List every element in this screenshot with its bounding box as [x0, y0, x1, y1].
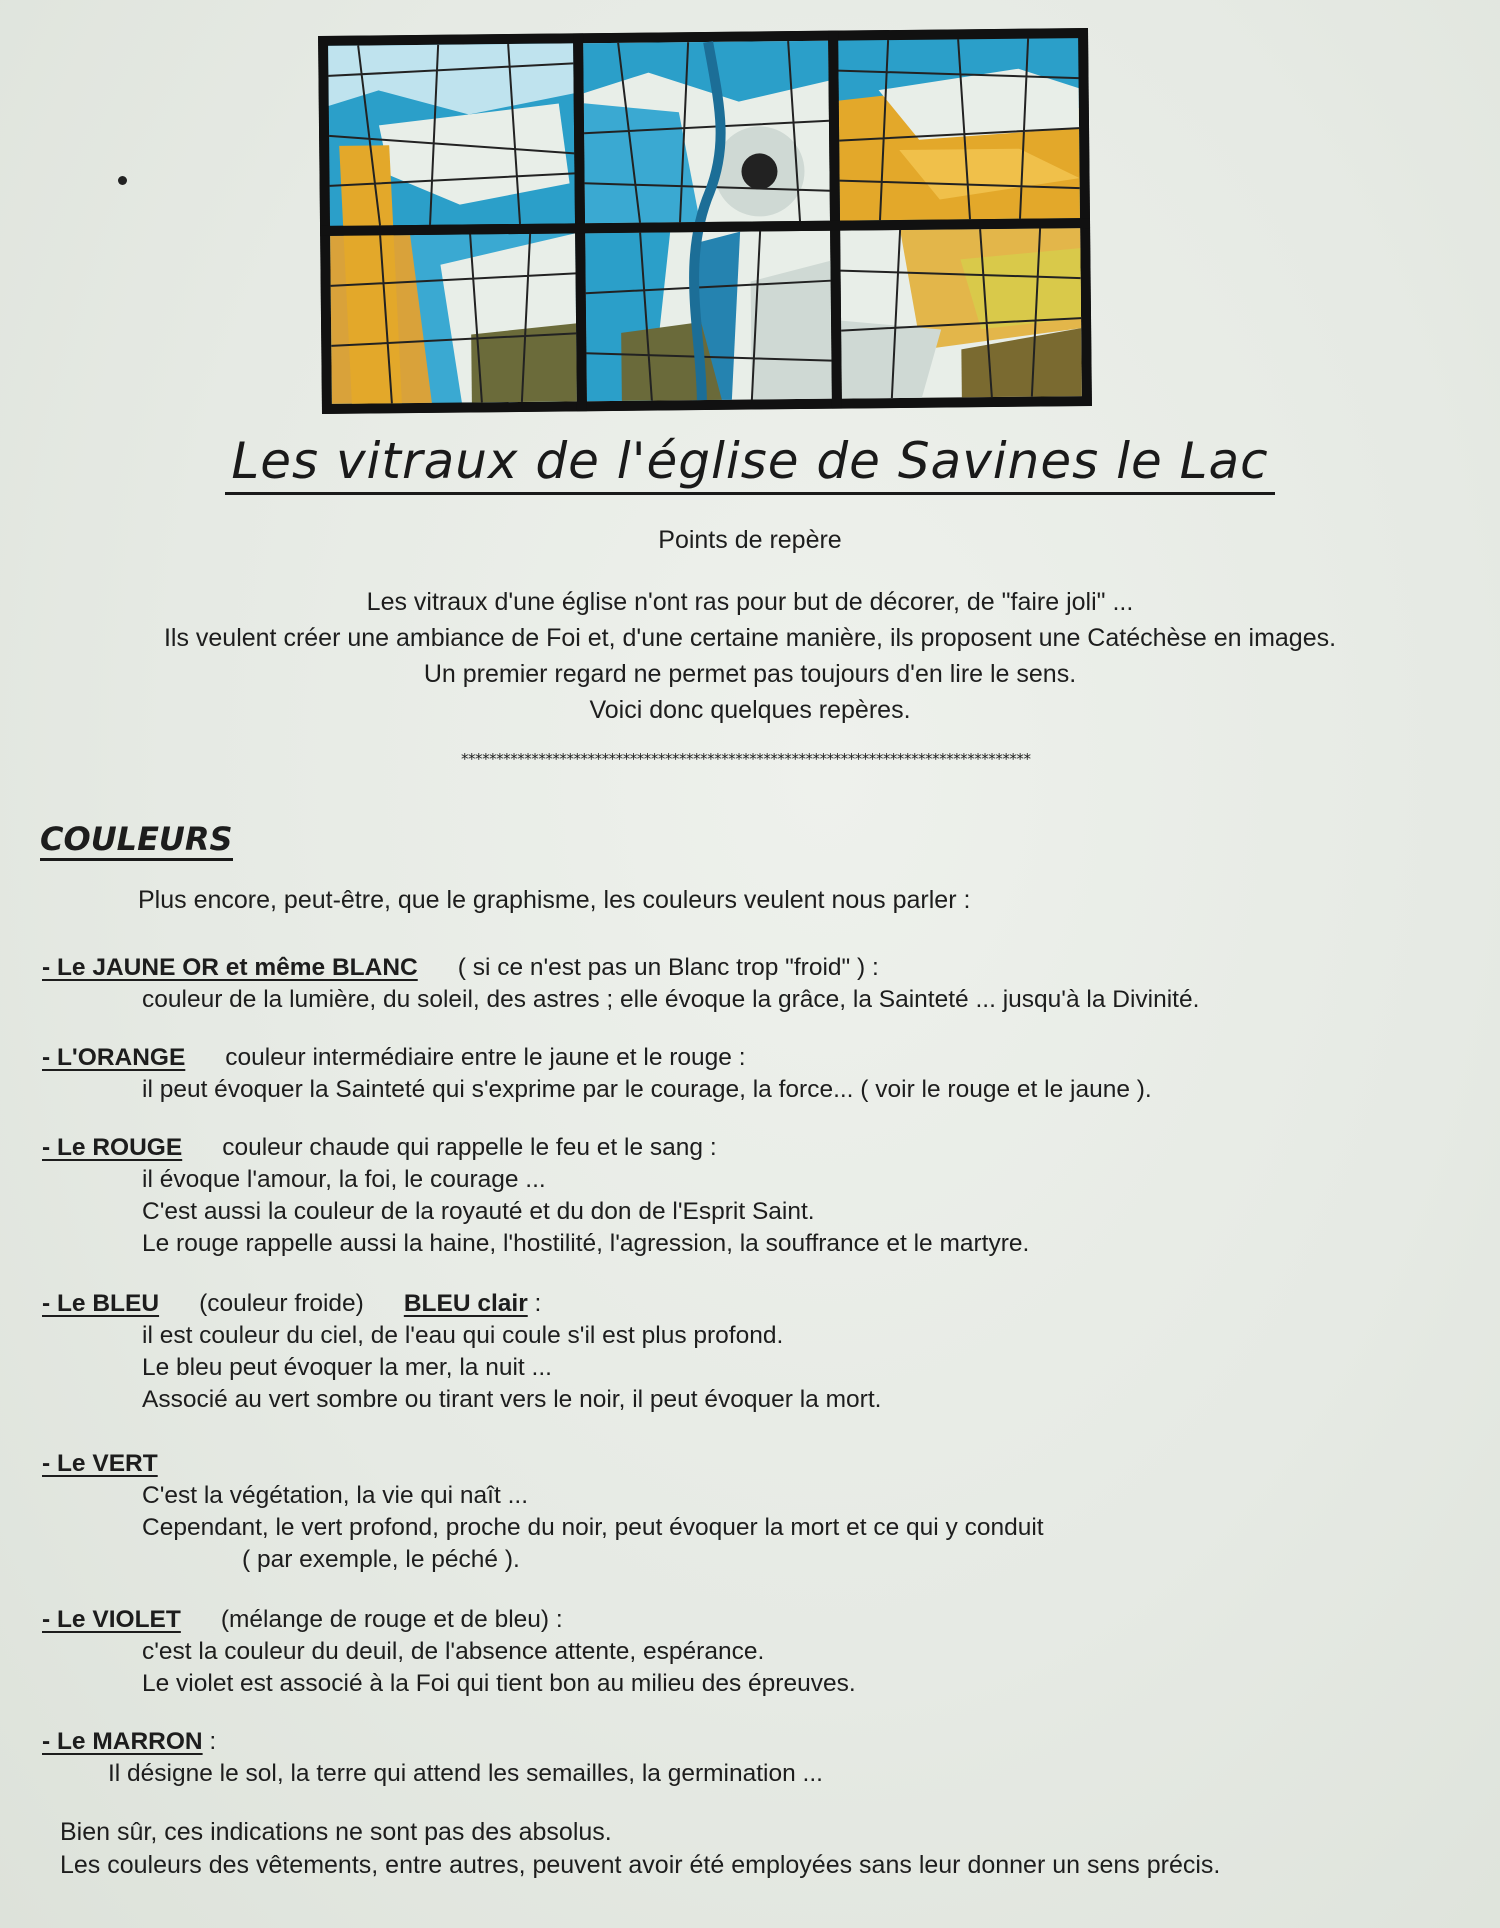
entry-line: c'est la couleur du deuil, de l'absence attente, espérance.: [142, 1638, 765, 1665]
entry-note: :: [202, 1728, 217, 1755]
stained-glass-image: [318, 28, 1092, 414]
intro-line: Voici donc quelques repères.: [589, 696, 911, 724]
entry-violet: [42, 1604, 1462, 1700]
entry-line: ( par exemple, le péché ).: [242, 1546, 520, 1573]
entry-note: couleur intermédiaire entre le jaune et le rouge :: [225, 1044, 746, 1071]
entry-name: - Le MARRON: [42, 1728, 203, 1755]
page-title: Les vitraux de l'église de Savines le Lac: [0, 432, 1500, 490]
section-lead: Plus encore, peut-être, que le graphisme, les couleurs veulent nous parler :: [138, 886, 971, 914]
intro-line: Ils veulent créer une ambiance de Foi et, d'une certaine manière, ils proposent une Catéchèse en images.: [163, 624, 1337, 652]
entry-name: - L'ORANGE: [42, 1044, 186, 1071]
entry-line: Le bleu peut évoquer la mer, la nuit ...: [142, 1354, 552, 1381]
intro-paragraph: [40, 584, 1460, 728]
entry-line: Le rouge rappelle aussi la haine, l'hostilité, l'agression, la souffrance et le martyre.: [142, 1230, 1030, 1257]
entry-line: il évoque l'amour, la foi, le courage ...: [142, 1166, 546, 1193]
entry-line: C'est la végétation, la vie qui naît ...: [142, 1482, 529, 1509]
section-title-couleurs: COULEURS: [40, 820, 233, 858]
page-subtitle: Points de repère: [658, 526, 842, 554]
entry-bleu: [42, 1288, 1462, 1416]
entry-line: Cependant, le vert profond, proche du noir, peut évoquer la mort et ce qui y conduit: [142, 1514, 1044, 1541]
entry-name: - Le VERT: [42, 1450, 158, 1477]
entry-note: couleur chaude qui rappelle le feu et le sang :: [222, 1134, 717, 1161]
closing-line: Les couleurs des vêtements, entre autres, peuvent avoir été employées sans leur donner un sens précis.: [60, 1851, 1221, 1879]
bullet-dot: [118, 176, 127, 185]
entry-line: il est couleur du ciel, de l'eau qui coule s'il est plus profond.: [142, 1322, 784, 1349]
entry-line: Le violet est associé à la Foi qui tient bon au milieu des épreuves.: [142, 1670, 856, 1697]
closing-line: Bien sûr, ces indications ne sont pas des absolus.: [60, 1818, 612, 1846]
entry-name: - Le VIOLET: [42, 1606, 181, 1633]
entry-name: - Le JAUNE OR et même BLANC: [42, 954, 418, 981]
entry-note: (couleur froide): [199, 1290, 364, 1317]
entry-jaune: [42, 952, 1462, 1016]
intro-line: Un premier regard ne permet pas toujours d'en lire le sens.: [423, 660, 1077, 688]
entry-line: il peut évoquer la Sainteté qui s'exprime par le courage, la force... ( voir le rouge et le jaune ).: [142, 1076, 1152, 1103]
entry-rouge: [42, 1132, 1462, 1260]
intro-line: Les vitraux d'une église n'ont ras pour but de décorer, de "faire joli" ...: [366, 588, 1134, 616]
entry-note: ( si ce n'est pas un Blanc trop "froid" ) :: [457, 954, 879, 981]
entry-orange: [42, 1042, 1462, 1106]
entry-line: couleur de la lumière, du soleil, des astres ; elle évoque la grâce, la Sainteté ... jusqu'à la Divinité.: [142, 986, 1200, 1013]
entry-vert: [42, 1448, 1462, 1576]
entry-note-secondary: :: [527, 1290, 542, 1317]
closing-paragraph: [60, 1816, 1220, 1882]
entry-name: - Le BLEU: [42, 1290, 160, 1317]
entry-note: (mélange de rouge et de bleu) :: [220, 1606, 563, 1633]
entry-line: Associé au vert sombre ou tirant vers le noir, il peut évoquer la mort.: [142, 1386, 882, 1413]
entry-name-secondary: BLEU clair: [403, 1290, 528, 1317]
entry-line: C'est aussi la couleur de la royauté et du don de l'Esprit Saint.: [142, 1198, 815, 1225]
separator-line: *********************************************************************************: [460, 750, 1030, 768]
entry-marron: [42, 1726, 1462, 1790]
entry-name: - Le ROUGE: [42, 1134, 183, 1161]
entry-line: Il désigne le sol, la terre qui attend les semailles, la germination ...: [108, 1760, 823, 1787]
